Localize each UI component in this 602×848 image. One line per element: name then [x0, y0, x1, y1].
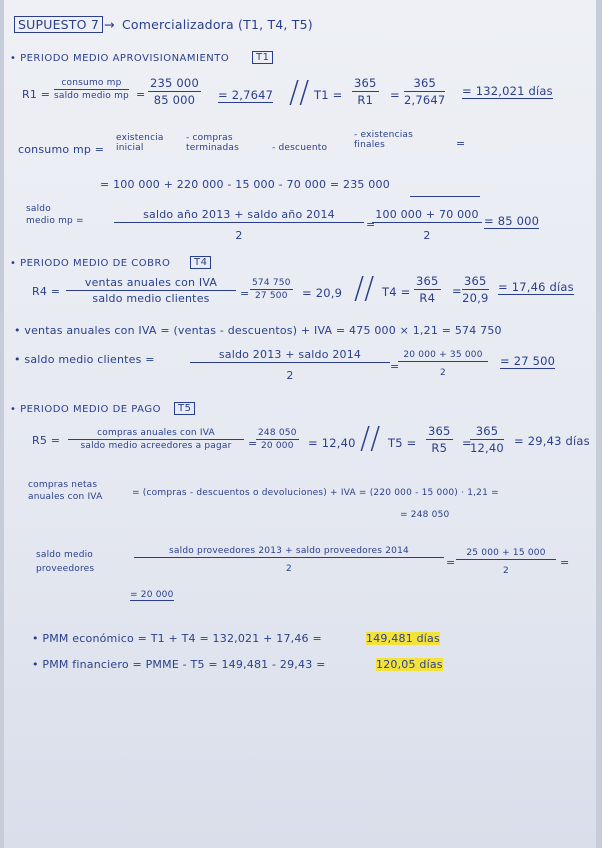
- saldo-proveedores-equals: =: [446, 556, 456, 569]
- t4-value-denominator: 20,9: [462, 291, 489, 305]
- t5-value-denominator: 12,40: [470, 441, 504, 455]
- r5-equals: =: [248, 437, 258, 450]
- consumo-term-3: - descuento: [272, 143, 328, 153]
- compras-label-1: compras netas: [28, 480, 98, 490]
- saldo-clientes-numerator: saldo 2013 + saldo 2014: [190, 348, 390, 363]
- saldo-mp-equals: =: [366, 218, 376, 231]
- t4-label: T4 =: [382, 285, 411, 299]
- r4-label: R4 =: [32, 285, 61, 298]
- r5-value-denominator: 20 000: [260, 441, 294, 451]
- r4-numerator: ventas anuales con IVA: [66, 276, 236, 291]
- t4-fraction: [414, 274, 441, 305]
- saldo-mp-value-denominator: 2: [423, 229, 431, 242]
- r5-value-numerator: 248 050: [258, 428, 297, 438]
- section-heading-t1: • PERIODO MEDIO APROVISIONAMIENTO: [10, 53, 230, 64]
- t5-result: = 29,43 días: [514, 434, 590, 448]
- consumo-equals: =: [456, 137, 466, 150]
- saldo-mp-value-fraction: [372, 208, 482, 242]
- saldo-proveedores-value-denominator: 2: [503, 566, 509, 576]
- t4-value-fraction: [462, 274, 489, 305]
- t4-value-numerator: 365: [464, 274, 487, 288]
- t5-label: T5 =: [388, 436, 417, 450]
- section-heading-t5: • PERIODO MEDIO DE PAGO: [10, 404, 161, 415]
- compras-calculation: = (compras - descuentos o devoluciones) + IVA = (220 000 - 15 000) · 1,21 =: [132, 488, 499, 498]
- r5-fraction: [68, 428, 244, 451]
- r5-numerator: compras anuales con IVA: [68, 428, 244, 440]
- saldo-clientes-value-denominator: 2: [440, 368, 446, 378]
- consumo-calculation: = 100 000 + 220 000 - 15 000 - 70 000 = 235 000: [100, 178, 390, 191]
- saldo-proveedores-fraction: [134, 546, 444, 574]
- t5-value-numerator: 365: [470, 424, 504, 440]
- r4-equals: =: [240, 287, 250, 300]
- section-tag-t1: T1: [252, 51, 273, 64]
- consumo-term-2: - compras terminadas: [186, 133, 240, 153]
- r1-value-fraction: [148, 76, 201, 107]
- separator-slashes: //: [289, 75, 310, 110]
- t1-equals: =: [390, 88, 400, 102]
- t4-result: = 17,46 días: [498, 280, 574, 294]
- r5-denominator: saldo medio acreedores a pagar: [80, 441, 232, 451]
- t1-value-numerator: 365: [404, 76, 445, 92]
- saldo-mp-result: = 85 000: [484, 214, 540, 228]
- saldo-proveedores-tail-equals: =: [560, 556, 570, 569]
- pmm-financiero-line: • PMM financiero = PMME - T5 = 149,481 - 29,43 =: [32, 658, 326, 671]
- saldo-clientes-denominator: 2: [286, 369, 294, 382]
- t4-denominator: R4: [419, 291, 436, 305]
- notebook-page: [4, 0, 596, 848]
- saldo-mp-numerator: saldo año 2013 + saldo año 2014: [114, 208, 364, 223]
- r5-result: = 12,40: [308, 436, 356, 450]
- r4-value-denominator: 27 500: [254, 291, 288, 301]
- saldo-mp-fraction: [114, 208, 364, 242]
- saldo-clientes-label: • saldo medio clientes =: [14, 353, 155, 366]
- saldo-mp-label-2: medio mp =: [26, 216, 84, 226]
- pmm-economico-result: 149,481 días: [366, 632, 440, 645]
- saldo-proveedores-value-numerator: 25 000 + 15 000: [456, 548, 556, 560]
- saldo-proveedores-denominator: 2: [286, 564, 292, 574]
- saldo-mp-value-numerator: 100 000 + 70 000: [372, 208, 482, 223]
- t1-value-denominator: 2,7647: [404, 93, 446, 107]
- t1-result: = 132,021 días: [462, 84, 553, 98]
- saldo-proveedores-label-2: proveedores: [36, 564, 95, 574]
- t1-value-fraction: [404, 76, 445, 107]
- r4-fraction: [66, 276, 236, 305]
- saldo-proveedores-value-fraction: [456, 548, 556, 576]
- consumo-term-1: existencia inicial: [116, 133, 164, 153]
- r1-denominator: saldo medio mp: [54, 91, 129, 101]
- saldo-clientes-value-numerator: 20 000 + 35 000: [398, 350, 488, 362]
- saldo-mp-denominator: 2: [235, 229, 243, 242]
- r1-value-denominator: 85 000: [153, 93, 196, 107]
- saldo-clientes-fraction: [190, 348, 390, 382]
- saldo-proveedores-result: = 20 000: [130, 590, 174, 600]
- separator-slashes: //: [360, 421, 381, 456]
- r1-value-numerator: 235 000: [150, 76, 199, 90]
- saldo-clientes-equals: =: [390, 360, 400, 373]
- r4-value-numerator: 574 750: [252, 278, 291, 288]
- t5-denominator: R5: [431, 441, 448, 455]
- t1-numerator: 365: [354, 76, 377, 90]
- r1-numerator: consumo mp: [54, 78, 129, 90]
- r1-label: R1 =: [22, 88, 51, 101]
- section-heading-t4: • PERIODO MEDIO DE COBRO: [10, 258, 171, 269]
- saldo-mp-label-1: saldo: [26, 204, 51, 214]
- r5-label: R5 =: [32, 434, 61, 447]
- t5-equals: =: [462, 436, 472, 450]
- r4-denominator: saldo medio clientes: [92, 292, 210, 305]
- ventas-anuales-line: • ventas anuales con IVA = (ventas - descuentos) + IVA = 475 000 × 1,21 = 574 750: [14, 324, 502, 337]
- r1-fraction: [54, 78, 129, 101]
- saldo-clientes-value-fraction: [398, 350, 488, 378]
- r5-value-fraction: [256, 428, 299, 451]
- title-text: Comercializadora (T1, T4, T5): [122, 17, 313, 32]
- t1-denominator: R1: [357, 93, 374, 107]
- title-arrow: →: [104, 17, 115, 32]
- t5-value-fraction: [470, 424, 504, 455]
- r1-equals: =: [136, 88, 146, 101]
- pmm-economico-line: • PMM económico = T1 + T4 = 132,021 + 17,46 =: [32, 632, 322, 645]
- t4-equals: =: [452, 284, 462, 298]
- r4-result: = 20,9: [302, 286, 343, 300]
- pmm-financiero-result: 120,05 días: [376, 658, 443, 671]
- t4-numerator: 365: [416, 274, 439, 288]
- t5-numerator: 365: [428, 424, 451, 438]
- compras-result: = 248 050: [400, 510, 450, 520]
- t1-label: T1 =: [314, 88, 343, 102]
- saldo-proveedores-label-1: saldo medio: [36, 550, 94, 560]
- consumo-underline: [410, 196, 480, 197]
- saldo-clientes-result: = 27 500: [500, 354, 556, 368]
- exercise-label: SUPUESTO 7: [14, 16, 103, 33]
- r4-value-fraction: [250, 278, 293, 301]
- separator-slashes: //: [354, 271, 375, 306]
- saldo-proveedores-numerator: saldo proveedores 2013 + saldo proveedores 2014: [134, 546, 444, 558]
- section-tag-t5: T5: [174, 402, 195, 415]
- consumo-label: consumo mp =: [18, 143, 105, 156]
- t1-fraction: [352, 76, 379, 107]
- consumo-term-4: - existencias finales: [354, 130, 414, 150]
- section-tag-t4: T4: [190, 256, 211, 269]
- r1-result: = 2,7647: [218, 88, 274, 102]
- t5-fraction: [426, 424, 453, 455]
- compras-label-2: anuales con IVA: [28, 492, 103, 502]
